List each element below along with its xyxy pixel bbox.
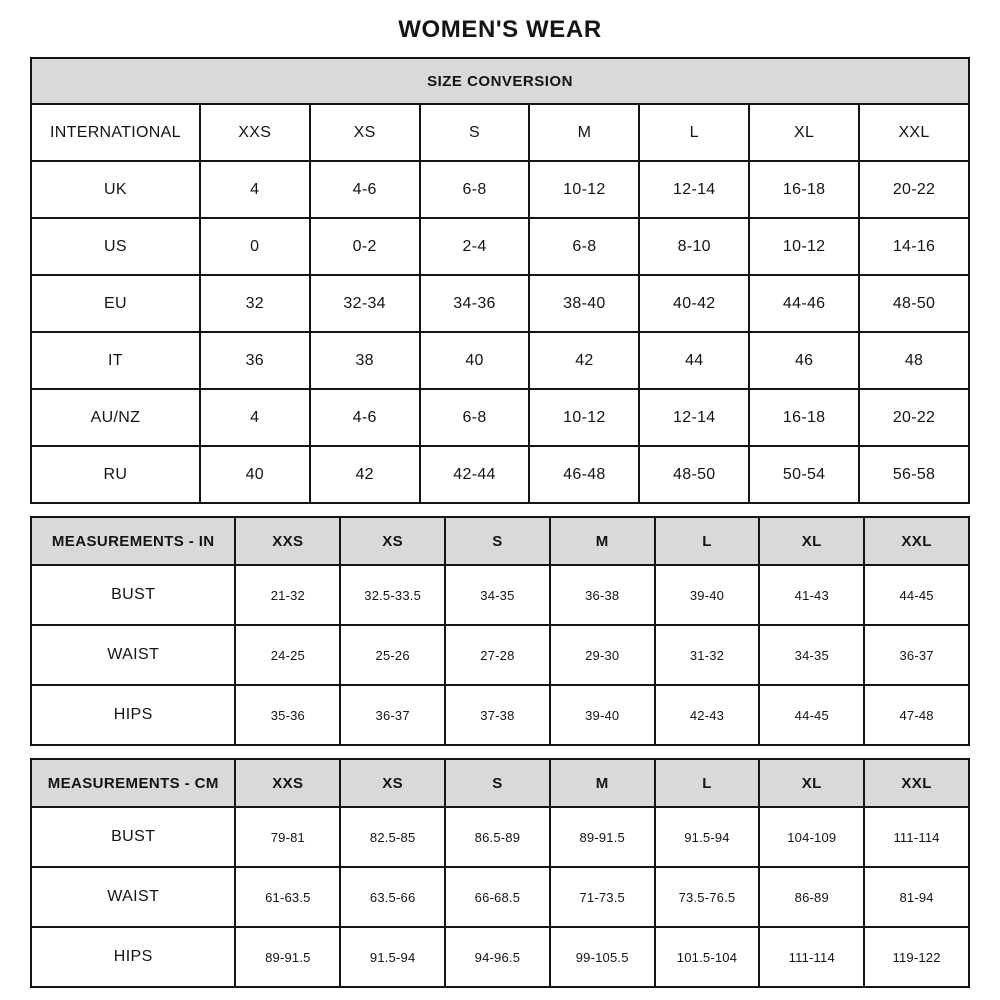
row-label: WAIST [31, 625, 235, 685]
value-cell: 24-25 [235, 625, 340, 685]
value-cell: 6-8 [420, 161, 530, 218]
value-cell: 6-8 [529, 218, 639, 275]
size-column-header: XL [759, 759, 864, 807]
size-column-header: XXL [864, 517, 969, 565]
value-cell: 42 [529, 332, 639, 389]
row-label: HIPS [31, 685, 235, 745]
value-cell: 20-22 [859, 161, 969, 218]
value-cell: 36-37 [864, 625, 969, 685]
value-cell: 16-18 [749, 161, 859, 218]
row-label: RU [31, 446, 200, 503]
value-cell: 42-43 [655, 685, 760, 745]
value-cell: 73.5-76.5 [655, 867, 760, 927]
table-row [31, 161, 969, 218]
value-cell: 36 [200, 332, 310, 389]
size-conversion-table [30, 57, 970, 504]
value-cell: 14-16 [859, 218, 969, 275]
value-cell: 86-89 [759, 867, 864, 927]
value-cell: 32 [200, 275, 310, 332]
measurements-in-body [31, 565, 969, 745]
size-column-header: XS [310, 104, 420, 161]
size-column-header: M [550, 517, 655, 565]
row-label: UK [31, 161, 200, 218]
value-cell: 34-36 [420, 275, 530, 332]
value-cell: 39-40 [550, 685, 655, 745]
value-cell: 0-2 [310, 218, 420, 275]
value-cell: 12-14 [639, 389, 749, 446]
size-column-header: XS [340, 517, 445, 565]
measurements-cm-header-row [31, 759, 969, 807]
value-cell: 4 [200, 161, 310, 218]
table-row [31, 625, 969, 685]
value-cell: 35-36 [235, 685, 340, 745]
size-column-header: S [445, 517, 550, 565]
value-cell: 27-28 [445, 625, 550, 685]
size-column-header: L [639, 104, 749, 161]
value-cell: 34-35 [445, 565, 550, 625]
value-cell: 63.5-66 [340, 867, 445, 927]
value-cell: 2-4 [420, 218, 530, 275]
value-cell: 89-91.5 [235, 927, 340, 987]
value-cell: 36-37 [340, 685, 445, 745]
value-cell: 47-48 [864, 685, 969, 745]
measurements-in-table [30, 516, 970, 746]
table-row [31, 867, 969, 927]
value-cell: 48-50 [639, 446, 749, 503]
row-label: BUST [31, 565, 235, 625]
table-row [31, 389, 969, 446]
value-cell: 56-58 [859, 446, 969, 503]
value-cell: 38-40 [529, 275, 639, 332]
value-cell: 4 [200, 389, 310, 446]
value-cell: 10-12 [749, 218, 859, 275]
row-label: AU/NZ [31, 389, 200, 446]
size-column-header: S [445, 759, 550, 807]
value-cell: 119-122 [864, 927, 969, 987]
value-cell: 71-73.5 [550, 867, 655, 927]
value-cell: 82.5-85 [340, 807, 445, 867]
value-cell: 41-43 [759, 565, 864, 625]
value-cell: 91.5-94 [340, 927, 445, 987]
row-label: US [31, 218, 200, 275]
value-cell: 99-105.5 [550, 927, 655, 987]
value-cell: 36-38 [550, 565, 655, 625]
value-cell: 37-38 [445, 685, 550, 745]
value-cell: 50-54 [749, 446, 859, 503]
value-cell: 81-94 [864, 867, 969, 927]
size-conversion-banner-row [31, 58, 969, 104]
value-cell: 44-46 [749, 275, 859, 332]
table-row [31, 218, 969, 275]
size-column-header: L [655, 759, 760, 807]
size-column-header: S [420, 104, 530, 161]
value-cell: 46 [749, 332, 859, 389]
international-corner-label: INTERNATIONAL [31, 104, 200, 161]
value-cell: 16-18 [749, 389, 859, 446]
table-row [31, 927, 969, 987]
size-column-header: L [655, 517, 760, 565]
value-cell: 40-42 [639, 275, 749, 332]
size-conversion-column-row [31, 104, 969, 161]
value-cell: 10-12 [529, 161, 639, 218]
value-cell: 79-81 [235, 807, 340, 867]
table-row [31, 332, 969, 389]
value-cell: 48-50 [859, 275, 969, 332]
value-cell: 61-63.5 [235, 867, 340, 927]
value-cell: 32.5-33.5 [340, 565, 445, 625]
value-cell: 29-30 [550, 625, 655, 685]
value-cell: 40 [420, 332, 530, 389]
value-cell: 104-109 [759, 807, 864, 867]
size-column-header: M [550, 759, 655, 807]
size-column-header: XXL [859, 104, 969, 161]
size-column-header: XL [759, 517, 864, 565]
value-cell: 4-6 [310, 389, 420, 446]
value-cell: 89-91.5 [550, 807, 655, 867]
value-cell: 10-12 [529, 389, 639, 446]
value-cell: 111-114 [759, 927, 864, 987]
value-cell: 66-68.5 [445, 867, 550, 927]
value-cell: 39-40 [655, 565, 760, 625]
value-cell: 34-35 [759, 625, 864, 685]
measurements-in-title: MEASUREMENTS - IN [31, 517, 235, 565]
value-cell: 44-45 [864, 565, 969, 625]
value-cell: 86.5-89 [445, 807, 550, 867]
measurements-cm-body [31, 807, 969, 987]
value-cell: 42-44 [420, 446, 530, 503]
row-label: IT [31, 332, 200, 389]
value-cell: 91.5-94 [655, 807, 760, 867]
value-cell: 4-6 [310, 161, 420, 218]
row-label: BUST [31, 807, 235, 867]
row-label: HIPS [31, 927, 235, 987]
value-cell: 46-48 [529, 446, 639, 503]
value-cell: 94-96.5 [445, 927, 550, 987]
value-cell: 32-34 [310, 275, 420, 332]
value-cell: 40 [200, 446, 310, 503]
table-row [31, 446, 969, 503]
size-column-header: XXL [864, 759, 969, 807]
value-cell: 42 [310, 446, 420, 503]
value-cell: 8-10 [639, 218, 749, 275]
table-row [31, 565, 969, 625]
value-cell: 44-45 [759, 685, 864, 745]
size-conversion-title: SIZE CONVERSION [31, 58, 969, 104]
value-cell: 111-114 [864, 807, 969, 867]
size-column-header: XS [340, 759, 445, 807]
value-cell: 38 [310, 332, 420, 389]
value-cell: 20-22 [859, 389, 969, 446]
size-column-header: XXS [200, 104, 310, 161]
value-cell: 12-14 [639, 161, 749, 218]
row-label: WAIST [31, 867, 235, 927]
value-cell: 48 [859, 332, 969, 389]
size-column-header: XL [749, 104, 859, 161]
measurements-cm-table [30, 758, 970, 988]
measurements-cm-title: MEASUREMENTS - CM [31, 759, 235, 807]
size-conversion-body [31, 161, 969, 503]
value-cell: 25-26 [340, 625, 445, 685]
value-cell: 31-32 [655, 625, 760, 685]
size-column-header: M [529, 104, 639, 161]
value-cell: 0 [200, 218, 310, 275]
size-column-header: XXS [235, 759, 340, 807]
measurements-in-header-row [31, 517, 969, 565]
value-cell: 21-32 [235, 565, 340, 625]
value-cell: 6-8 [420, 389, 530, 446]
page-title: WOMEN'S WEAR [398, 16, 602, 43]
value-cell: 101.5-104 [655, 927, 760, 987]
value-cell: 44 [639, 332, 749, 389]
table-row [31, 275, 969, 332]
row-label: EU [31, 275, 200, 332]
table-row [31, 807, 969, 867]
size-column-header: XXS [235, 517, 340, 565]
table-row [31, 685, 969, 745]
